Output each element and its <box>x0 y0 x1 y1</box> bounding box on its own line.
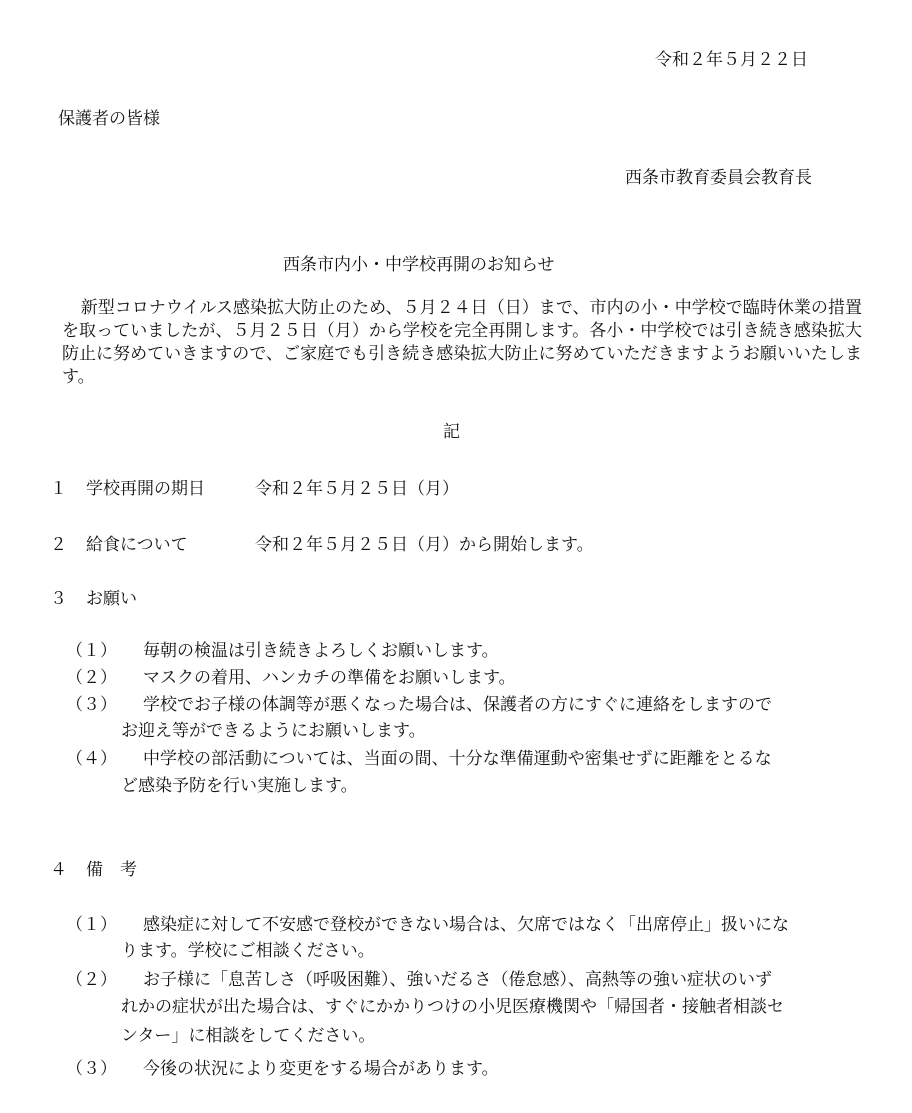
section-4-item-2-text-cont-2: ンター」に相談をしてください。 <box>121 1026 376 1046</box>
section-3-item-2-text: マスクの着用、ハンカチの準備をお願いします。 <box>143 668 516 688</box>
section-1-number: １ <box>50 479 67 499</box>
body-paragraph: 新型コロナウイルス感染拡大防止のため、５月２４日（日）まで、市内の小・中学校で臨時休業の措置を取っていましたが、５月２５日（月）から学校を完全再開します。各小・中学校では引き続き感染拡大防止に努めていきますので、ご家庭でも引き続き感染拡大防止に努めていただきますようお願いいたします。 <box>62 298 862 387</box>
section-3-number: ３ <box>50 589 67 609</box>
section-3-item-1-text: 毎朝の検温は引き続きよろしくお願いします。 <box>143 641 499 661</box>
section-4-number: ４ <box>50 860 67 880</box>
section-2-label: 給食について <box>86 535 188 555</box>
section-4-item-1-text-cont: ります。学校にご相談ください。 <box>121 941 375 961</box>
document-date: 令和２年５月２２日 <box>655 50 808 70</box>
section-2-value: 令和２年５月２５日（月）から開始します。 <box>255 535 594 555</box>
section-3-item-1-number: （１） <box>66 641 117 661</box>
section-4-item-1-number: （１） <box>66 915 117 935</box>
section-1-label: 学校再開の期日 <box>86 479 205 499</box>
section-3-item-4-text-cont: ど感染予防を行い実施します。 <box>121 776 358 796</box>
section-3-item-2-number: （２） <box>66 668 117 688</box>
section-4-item-2-number: （２） <box>66 970 117 990</box>
section-4-item-2-text-cont: れかの症状が出た場合は、すぐにかかりつけの小児医療機関や「帰国者・接触者相談セ <box>121 997 784 1017</box>
section-4-item-3-number: （３） <box>66 1059 117 1079</box>
section-4-item-2-text: お子様に「息苦しさ（呼吸困難）、強いだるさ（倦怠感）、高熱等の強い症状のいず <box>143 970 772 990</box>
section-3-item-4-number: （４） <box>66 749 117 769</box>
section-3-item-3-text-cont: お迎え等ができるようにお願いします。 <box>121 721 426 741</box>
section-3-item-3-number: （３） <box>66 695 117 715</box>
section-4-item-1-text: 感染症に対して不安感で登校ができない場合は、欠席ではなく「出席停止」扱いにな <box>143 915 789 935</box>
section-4-item-3-text: 今後の状況により変更をする場合があります。 <box>143 1059 499 1079</box>
document-title: 西条市内小・中学校再開のお知らせ <box>283 255 555 275</box>
sender: 西条市教育委員会教育長 <box>625 168 812 188</box>
section-3-item-3-text: 学校でお子様の体調等が悪くなった場合は、保護者の方にすぐに連絡をしますので <box>143 695 772 715</box>
recipient: 保護者の皆様 <box>58 109 160 129</box>
section-2-number: ２ <box>50 535 67 555</box>
section-3-item-4-text: 中学校の部活動については、当面の間、十分な準備運動や密集せずに距離をとるな <box>143 749 772 769</box>
ki-heading: 記 <box>443 422 460 442</box>
section-3-label: お願い <box>86 589 137 609</box>
section-1-value: 令和２年５月２５日（月） <box>255 479 459 499</box>
section-4-label: 備 考 <box>86 860 137 880</box>
